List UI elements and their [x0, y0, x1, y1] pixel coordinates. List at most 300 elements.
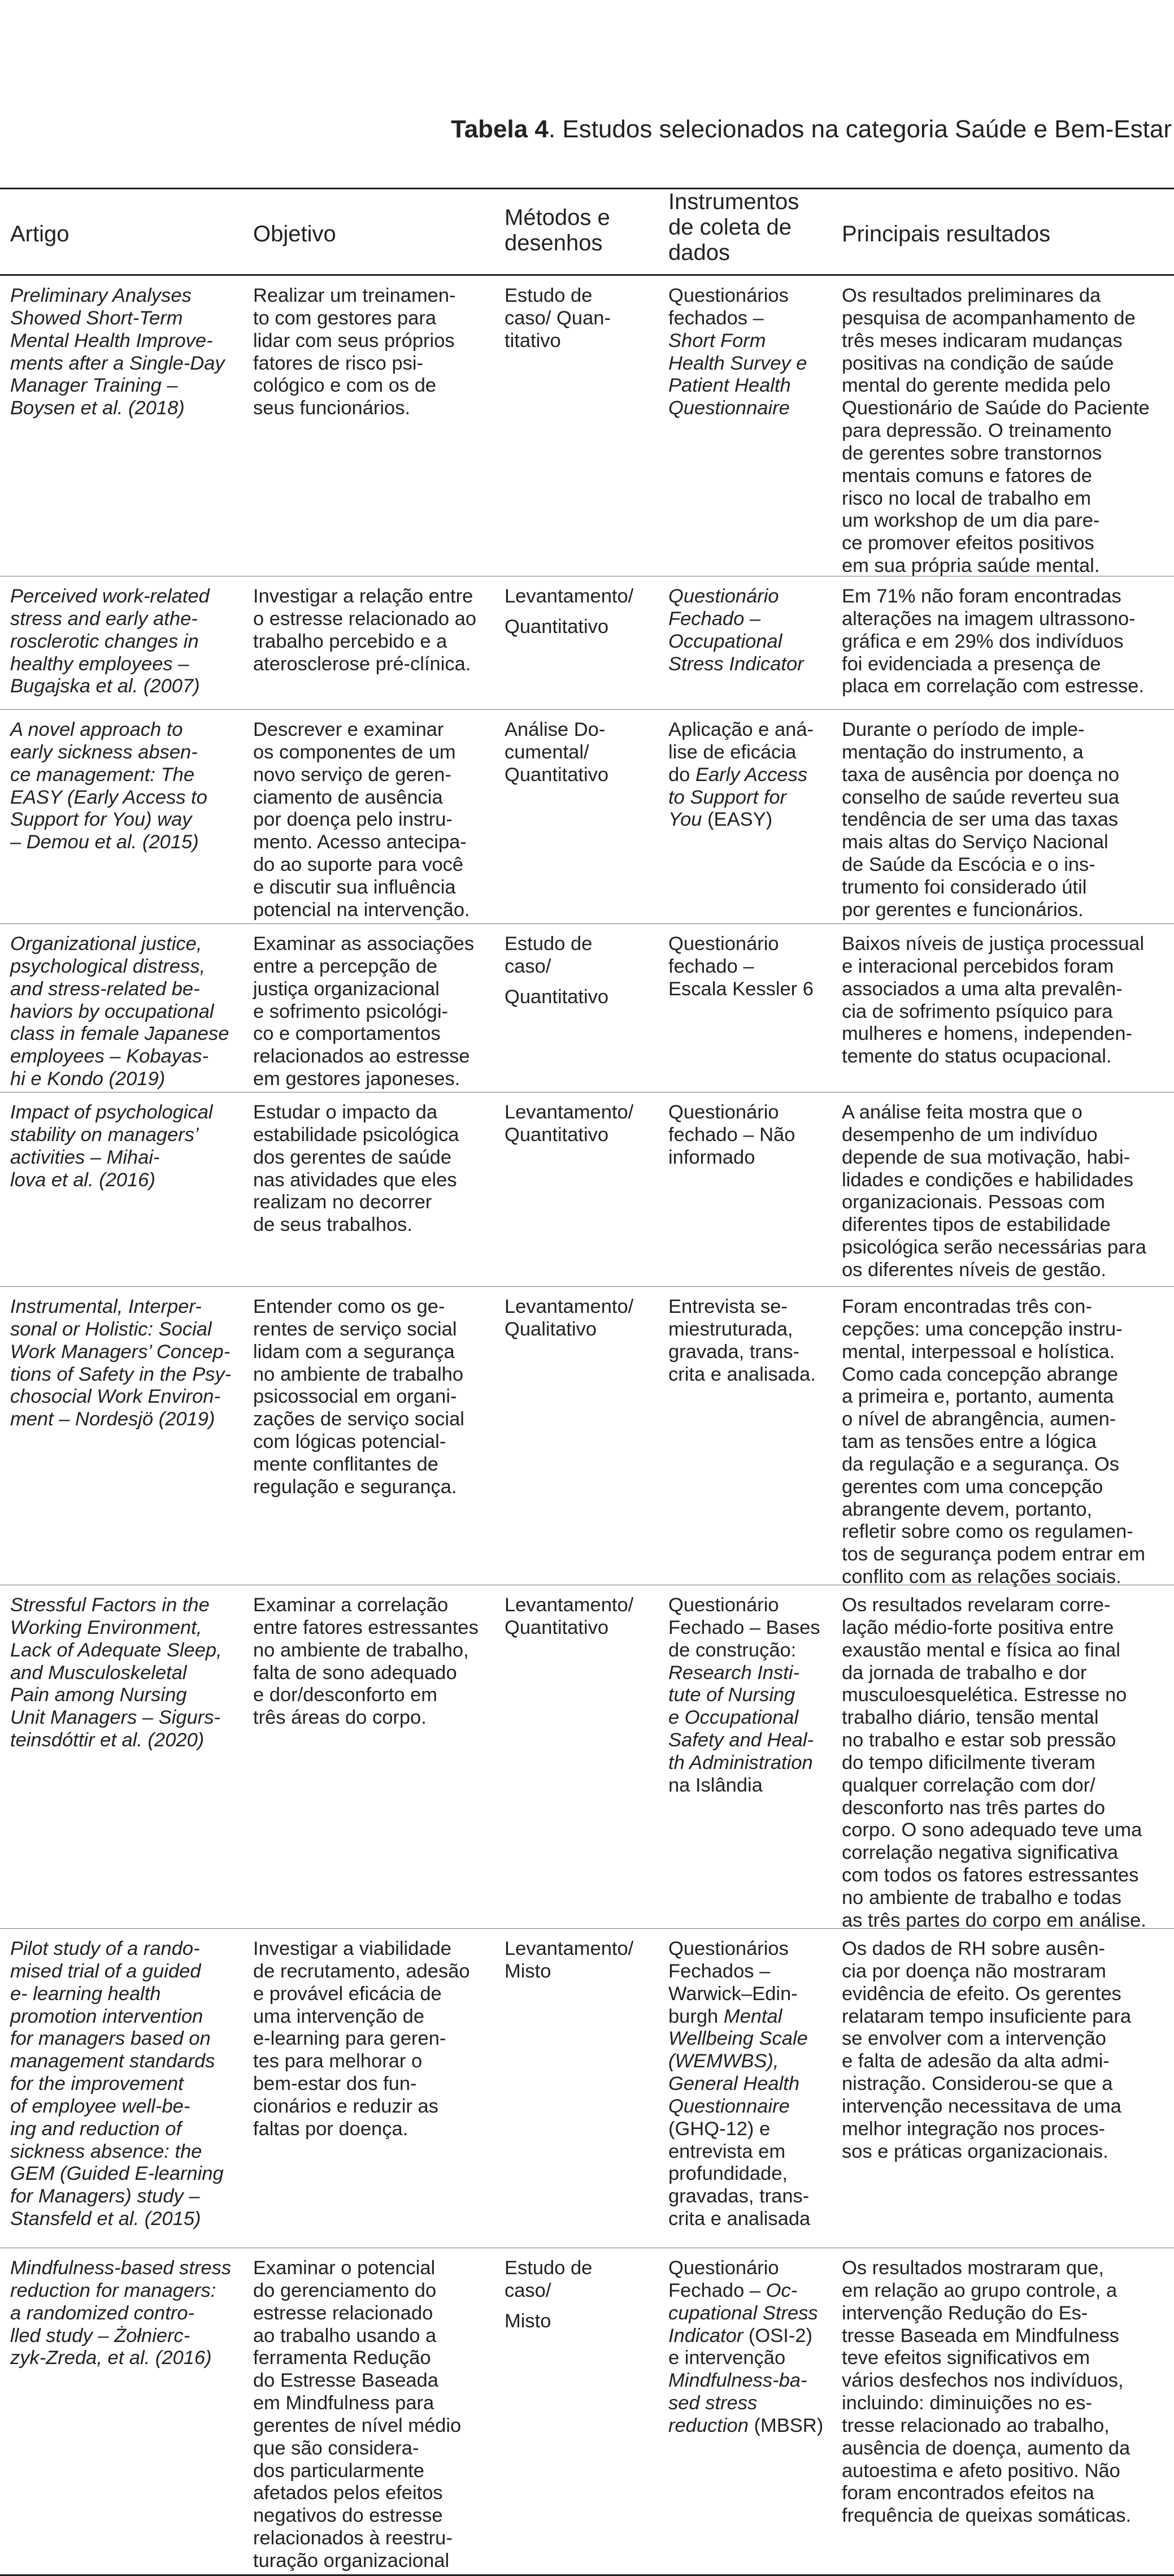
cell-line: th Administration: [668, 1751, 813, 1773]
cell-line: aterosclerose pré-clínica.: [253, 653, 471, 675]
cell-line: tions of Safety in the Psy-: [10, 1363, 232, 1385]
cell-line: lidam com a segurança: [253, 1341, 455, 1363]
cell-line: mente conflitantes de: [253, 1453, 438, 1475]
header-objetivo: Objetivo: [253, 222, 336, 246]
cell-line: para depressão. O treinamento: [842, 420, 1112, 442]
cell-line: sed stress: [668, 2392, 758, 2414]
cell-line: regulação e segurança.: [253, 1476, 457, 1498]
cell-line: em gestores japoneses.: [253, 1068, 460, 1090]
cell-line: Realizar um treinamen-: [253, 285, 456, 306]
cell-line: Working Environment,: [10, 1616, 202, 1638]
header-instrumentos-line: Instrumentos: [668, 189, 799, 214]
cell-instrumentos: [668, 719, 829, 831]
cell-line: Mental Health Improve-: [10, 329, 213, 352]
cell-line: positivas na condição de saúde: [842, 352, 1114, 374]
cell-line: Em 71% não foram encontradas: [842, 586, 1121, 607]
cell-line: faltas por doença.: [253, 2118, 408, 2140]
cell-line: Análise Do-: [505, 719, 606, 740]
cell-line: Escala Kessler 6: [668, 978, 814, 1000]
cell-line: realizam no decorrer: [253, 1191, 432, 1213]
cell-line: um workshop de um dia pare-: [842, 510, 1100, 532]
cell-line: rentes de serviço social: [253, 1318, 457, 1340]
cell-instrumentos: [668, 1101, 829, 1169]
cell-line: A novel approach to: [10, 719, 183, 740]
cell-line: e-learning para geren-: [253, 2028, 446, 2050]
cell-objetivo: [253, 1594, 490, 1729]
cell-line: gerentes com uma concepção: [842, 1476, 1103, 1498]
cell-line: por doença pelo instru-: [253, 809, 453, 831]
cell-line: Showed Short-Term: [10, 307, 183, 329]
cell-line: e sofrimento psicológi-: [253, 1000, 449, 1022]
cell-line: cia de sofrimento psíquico para: [842, 1000, 1113, 1022]
cell-line: to com gestores para: [253, 307, 437, 329]
cell-line: no ambiente de trabalho,: [253, 1639, 469, 1661]
cell-line: Fechado – Bases: [668, 1616, 820, 1638]
cell-line: promotion intervention: [10, 2005, 203, 2027]
table-caption-text: . Estudos selecionados na categoria Saúde e Bem-Estar: [548, 115, 1172, 143]
cell-objetivo: [253, 2257, 490, 2573]
cell-line: teve efeitos significativos em: [842, 2347, 1090, 2369]
cell-line: na Islândia: [668, 1774, 763, 1796]
cell-artigo: [10, 1101, 247, 1191]
cell-line: chosocial Work Environ-: [10, 1386, 220, 1408]
cell-line: intervenção Redução do Es-: [842, 2302, 1088, 2324]
cell-line: Estudo de: [505, 285, 593, 306]
cell-artigo: [10, 1594, 247, 1752]
cell-line: de gerentes sobre transtornos: [842, 442, 1102, 464]
cell-line: Questionnaire: [668, 397, 790, 419]
cell-line: temente do status ocupacional.: [842, 1046, 1112, 1068]
cell-line: Questionnaire: [668, 2095, 790, 2117]
cell-line: gravada, trans-: [668, 1341, 800, 1363]
cell-line: justiça organizacional: [253, 978, 440, 1000]
cell-line: Occupational: [668, 630, 782, 652]
cell-line: Research Insti-: [668, 1662, 799, 1684]
cell-resultados: [842, 933, 1172, 1068]
cell-line: activities – Mihai-: [10, 1146, 160, 1168]
cell-line: psicológica serão necessárias para: [842, 1237, 1146, 1259]
cell-line: mentais comuns e fatores de: [842, 465, 1092, 487]
cell-line: três meses indicaram mudanças: [842, 329, 1123, 352]
cell-line: cepções: uma concepção instru-: [842, 1318, 1123, 1340]
cell-instrumentos: [668, 1938, 829, 2231]
cell-line: o nível de abrangência, aumen-: [842, 1408, 1116, 1430]
cell-line: cionários e reduzir as: [253, 2095, 438, 2117]
cell-line: conselho de saúde reverteu sua: [842, 786, 1120, 808]
cell-line: tam as tensões entre a lógica: [842, 1431, 1097, 1453]
cell-line: ce management: The: [10, 764, 195, 786]
cell-line: ments after a Single-Day: [10, 352, 225, 374]
cell-line: e provável eficácia de: [253, 1983, 442, 2005]
cell-line: tresse relacionado ao trabalho,: [842, 2414, 1110, 2436]
cell-resultados: [842, 586, 1172, 698]
cell-line: exaustão mental e física ao final: [842, 1639, 1120, 1661]
cell-line: de Saúde da Escócia e o ins-: [842, 854, 1095, 876]
cell-line: placa em correlação com estresse.: [842, 675, 1144, 697]
cell-line: dos particularmente: [253, 2460, 424, 2482]
cell-line: Pilot study of a rando-: [10, 1938, 200, 1959]
cell-line: burgh Mental: [668, 2005, 782, 2027]
header-metodos-line: Métodos e: [505, 205, 610, 230]
cell-line: caso/: [505, 955, 551, 977]
cell-line: for managers based on: [10, 2028, 211, 2050]
cell-line: desconforto nas três partes do: [842, 1797, 1106, 1819]
cell-line: conflito com as relações sociais.: [842, 1566, 1121, 1588]
cell-line: Stress Indicator: [668, 653, 804, 675]
cell-objetivo: [253, 719, 490, 922]
cell-artigo: [10, 933, 247, 1091]
header-metodos-line: desenhos: [505, 231, 603, 256]
cell-line: (GHQ-12) e: [668, 2118, 771, 2140]
cell-line: risco no local de trabalho em: [842, 487, 1092, 509]
table-caption: [451, 115, 1172, 145]
cell-metodos: [505, 1938, 663, 1983]
cell-line: Health Survey e: [668, 352, 807, 374]
cell-line: crita e analisada: [668, 2208, 811, 2230]
cell-line: com todos os fatores estressantes: [842, 1864, 1139, 1887]
cell-line: Levantamento/: [505, 1594, 634, 1616]
cell-line: potencial na intervenção.: [253, 899, 470, 921]
cell-line: for the improvement: [10, 2073, 184, 2095]
cell-line: fechados –: [668, 307, 764, 329]
cell-line: Questionário: [668, 1594, 779, 1616]
table-header: [0, 189, 1174, 276]
cell-objetivo: [253, 933, 490, 1091]
cell-line: e- learning health: [10, 1983, 161, 2005]
cell-line: Lack of Adequate Sleep,: [10, 1639, 222, 1661]
cell-line: psicossocial em organi-: [253, 1386, 457, 1408]
cell-line: taxa de ausência por doença no: [842, 764, 1120, 786]
cell-line: A análise feita mostra que o: [842, 1101, 1082, 1123]
cell-line: evidência de efeito. Os gerentes: [842, 1983, 1121, 2005]
cell-metodos: [505, 1101, 663, 1147]
table-row: [0, 576, 1174, 710]
cell-line: Examinar as associações: [253, 933, 475, 955]
cell-line: Examinar o potencial: [253, 2257, 436, 2279]
cell-line: crita e analisada.: [668, 1363, 816, 1385]
cell-line: o estresse relacionado ao: [253, 608, 477, 630]
cell-line: e interacional percebidos foram: [842, 955, 1114, 977]
cell-line: healthy employees –: [10, 653, 189, 675]
cell-line: a primeira e, portanto, aumenta: [842, 1386, 1114, 1408]
cell-line: class in female Japanese: [10, 1023, 229, 1045]
cell-resultados: [842, 1938, 1172, 2163]
cell-line: Questionário: [668, 2257, 779, 2279]
cell-line: Levantamento/: [505, 1938, 634, 1959]
cell-line: Impact of psychological: [10, 1101, 213, 1123]
cell-line: Preliminary Analyses: [10, 285, 192, 306]
cell-line: nistração. Considerou-se que a: [842, 2073, 1113, 2095]
cell-resultados: [842, 719, 1172, 922]
cell-metodos: [505, 1296, 663, 1341]
cell-line: profundidade,: [668, 2163, 788, 2185]
cell-line: informado: [668, 1146, 755, 1168]
cell-line: Estudo de: [505, 2257, 593, 2279]
cell-line: do Early Access: [668, 764, 808, 786]
cell-line: as três partes do corpo em análise.: [842, 1909, 1146, 1931]
cell-line: Investigar a relação entre: [253, 586, 473, 607]
cell-line: por gerentes e funcionários.: [842, 899, 1084, 921]
cell-line: Quantitativo: [505, 615, 609, 638]
cell-line: Questionários: [668, 285, 789, 306]
table-body: [0, 276, 1174, 2576]
cell-line: fechado – Não: [668, 1124, 795, 1146]
cell-line: em sua própria saúde mental.: [842, 555, 1100, 577]
cell-line: psychological distress,: [10, 955, 206, 977]
cell-instrumentos: [668, 1594, 829, 1797]
cell-line: fatores de risco psi-: [253, 352, 424, 374]
cell-line: a randomized contro-: [10, 2302, 194, 2324]
cell-line: Questionário: [668, 586, 779, 607]
cell-line: of employee well-be-: [10, 2095, 190, 2117]
cell-line: três áreas do corpo.: [253, 1707, 427, 1729]
header-resultados: Principais resultados: [842, 222, 1051, 246]
cell-line: de construção:: [668, 1639, 797, 1661]
cell-line: Entender como os ge-: [253, 1296, 445, 1317]
cell-line: Os resultados mostraram que,: [842, 2257, 1105, 2279]
cell-line: GEM (Guided E-learning: [10, 2163, 224, 2185]
cell-line: – Demou et al. (2015): [10, 831, 199, 853]
cell-line: Support for You) way: [10, 809, 192, 831]
cell-line: Wellbeing Scale: [668, 2028, 808, 2050]
cell-line: no ambiente de trabalho: [253, 1363, 464, 1385]
cell-line: sonal or Holistic: Social: [10, 1318, 212, 1340]
cell-line: autoestima e afeto positivo. Não: [842, 2460, 1120, 2482]
cell-metodos: [505, 285, 663, 353]
cell-line: sickness absence: the: [10, 2140, 202, 2162]
cell-resultados: [842, 2257, 1172, 2527]
cell-line: mised trial of a guided: [10, 1960, 201, 1982]
cell-line: management standards: [10, 2050, 215, 2072]
cell-line: da regulação e a segurança. Os: [842, 1453, 1119, 1475]
cell-artigo: [10, 1296, 247, 1431]
cell-line: associados a uma alta prevalên-: [842, 978, 1123, 1000]
cell-line: cumental/: [505, 741, 589, 763]
cell-line: early sickness absen-: [10, 741, 198, 763]
cell-objetivo: [253, 586, 490, 675]
cell-line: mental, interpessoal e holística.: [842, 1341, 1115, 1363]
cell-line: tendência de ser uma das taxas: [842, 809, 1119, 831]
header-metodos: [505, 205, 610, 256]
cell-line: ment – Nordesjö (2019): [10, 1408, 215, 1430]
cell-metodos: [505, 1594, 663, 1640]
cell-resultados: [842, 1101, 1172, 1282]
cell-line: Bugajska et al. (2007): [10, 675, 200, 697]
cell-line: dos gerentes de saúde: [253, 1146, 452, 1168]
cell-line: Pain among Nursing: [10, 1684, 187, 1706]
cell-resultados: [842, 1296, 1172, 1589]
cell-line: e discutir sua influência: [253, 876, 456, 898]
cell-line: desempenho de um indivíduo: [842, 1124, 1098, 1146]
cell-line: mulheres e homens, independen-: [842, 1023, 1132, 1045]
cell-line: reduction for managers:: [10, 2279, 216, 2301]
cell-line: ao trabalho usando a: [253, 2325, 437, 2347]
cell-line: cia por doença não mostraram: [842, 1960, 1106, 1982]
cell-line: entrevista em: [668, 2140, 786, 2162]
cell-line: lação médio-forte positiva entre: [842, 1616, 1114, 1638]
cell-line: caso/: [505, 2279, 551, 2301]
cell-line: entre fatores estressantes: [253, 1616, 479, 1638]
cell-line: Mindfulness-based stress: [10, 2257, 232, 2279]
cell-resultados: [842, 1594, 1172, 1932]
cell-line: estabilidade psicológica: [253, 1124, 459, 1146]
cell-line: co e comportamentos: [253, 1023, 441, 1045]
cell-line: do tempo dificilmente tiveram: [842, 1751, 1095, 1773]
cell-line: negativos do estresse: [253, 2505, 443, 2527]
cell-line: Safety and Heal-: [668, 1729, 814, 1751]
cell-line: trabalho percebido e a: [253, 630, 447, 652]
cell-line: caso/ Quan-: [505, 307, 611, 329]
cell-line: melhor integração nos proces-: [842, 2118, 1105, 2140]
cell-line: Descrever e examinar: [253, 719, 444, 740]
cell-instrumentos: [668, 285, 829, 420]
cell-line: Manager Training –: [10, 375, 178, 397]
cell-line: teinsdóttir et al. (2020): [10, 1729, 205, 1751]
cell-line: abrangente devem, portanto,: [842, 1498, 1093, 1520]
cell-line: e falta de adesão da alta admi-: [842, 2050, 1110, 2072]
cell-metodos: [505, 586, 663, 639]
cell-line: frequência de queixas somáticas.: [842, 2505, 1132, 2527]
cell-line: os diferentes níveis de gestão.: [842, 1259, 1106, 1281]
cell-instrumentos: [668, 586, 829, 675]
cell-line: Aplicação e aná-: [668, 719, 814, 740]
cell-line: Levantamento/: [505, 1296, 634, 1317]
cell-line: qualquer correlação com dor/: [842, 1774, 1095, 1796]
cell-line: ferramenta Redução: [253, 2347, 431, 2369]
cell-line: mais altas do Serviço Nacional: [842, 831, 1108, 853]
cell-line: zações de serviço social: [253, 1408, 464, 1430]
cell-line: trabalho diário, tensão mental: [842, 1707, 1099, 1729]
cell-line: stability on managers’: [10, 1124, 199, 1146]
cell-line: for Managers) study –: [10, 2185, 200, 2208]
cell-line: lise de eficácia: [668, 741, 797, 763]
cell-line: da jornada de trabalho e dor: [842, 1662, 1087, 1684]
cell-line: em relação ao grupo controle, a: [842, 2279, 1118, 2301]
table-row: [0, 2248, 1174, 2576]
cell-line: ing and reduction of: [10, 2118, 182, 2140]
cell-line: Estudar o impacto da: [253, 1101, 438, 1123]
cell-line: Investigar a viabilidade: [253, 1938, 451, 1959]
cell-line: tos de segurança podem entrar em: [842, 1543, 1145, 1565]
table-row: [0, 1585, 1174, 1929]
cell-line: musculoesquelética. Estresse no: [842, 1684, 1127, 1706]
cell-line: cupational Stress: [668, 2302, 818, 2324]
cell-line: do Estresse Baseada: [253, 2370, 438, 2392]
cell-line: Indicator (OSI-2): [668, 2325, 812, 2347]
cell-line: relacionados ao estresse: [253, 1046, 470, 1068]
header-instrumentos-line: de coleta de: [668, 215, 792, 240]
header-artigo: Artigo: [10, 222, 69, 246]
cell-objetivo: [253, 1101, 490, 1237]
cell-line: Fechados –: [668, 1960, 771, 1982]
table-row: [0, 1929, 1174, 2248]
cell-line: Durante o período de imple-: [842, 719, 1085, 740]
cell-line: ciamento de ausência: [253, 786, 443, 808]
cell-line: ce promover efeitos positivos: [842, 532, 1094, 554]
cell-line: nas atividades que eles: [253, 1169, 457, 1191]
cell-line: Mindfulness-ba-: [668, 2370, 807, 2392]
cell-line: titativo: [505, 329, 561, 352]
cell-line: EASY (Early Access to: [10, 786, 207, 808]
cell-metodos: [505, 2257, 663, 2333]
cell-line: em Mindfulness para: [253, 2392, 434, 2414]
cell-objetivo: [253, 285, 490, 420]
cell-line: zyk-Zreda, et al. (2016): [10, 2347, 212, 2369]
cell-line: Qualitativo: [505, 1318, 597, 1340]
cell-artigo: [10, 1938, 247, 2231]
cell-line: e intervenção: [668, 2347, 786, 2369]
cell-line: Entrevista se-: [668, 1296, 788, 1317]
cell-line: Examinar a correlação: [253, 1594, 449, 1616]
cell-resultados: [842, 285, 1172, 578]
cell-line: Questionário: [668, 1101, 779, 1123]
cell-line: Foram encontradas três con-: [842, 1296, 1092, 1317]
cell-line: foram encontrados efeitos na: [842, 2482, 1094, 2504]
cell-line: miestruturada,: [668, 1318, 793, 1340]
cell-line: reduction (MBSR): [668, 2414, 824, 2436]
cell-line: organizacionais. Pessoas com: [842, 1191, 1105, 1213]
table-row: [0, 1287, 1174, 1588]
cell-artigo: [10, 719, 247, 854]
cell-line: do ao suporte para você: [253, 854, 464, 876]
cell-line: lidades e condições e habilidades: [842, 1169, 1133, 1191]
cell-line: uma intervenção de: [253, 2005, 425, 2027]
cell-line: trumento foi considerado útil: [842, 876, 1087, 898]
cell-line: gráfica e em 29% dos indivíduos: [842, 630, 1124, 652]
cell-line: sos e práticas organizacionais.: [842, 2140, 1108, 2162]
table-row: [0, 710, 1174, 924]
cell-line: no trabalho e estar sob pressão: [842, 1729, 1116, 1751]
cell-line: vários desfechos nos indivíduos,: [842, 2370, 1124, 2392]
cell-line: Os resultados preliminares da: [842, 285, 1101, 306]
cell-line: You (EASY): [668, 809, 773, 831]
cell-line: Quantitativo: [505, 764, 609, 786]
cell-line: and Musculoskeletal: [10, 1662, 187, 1684]
cell-line: os componentes de um: [253, 741, 456, 763]
cell-line: Estudo de: [505, 933, 593, 955]
cell-line: Short Form: [668, 329, 766, 352]
cell-line: do gerenciamento do: [253, 2279, 437, 2301]
header-instrumentos-line: dados: [668, 240, 730, 266]
cell-line: lova et al. (2016): [10, 1169, 155, 1191]
cell-line: Unit Managers – Sigurs-: [10, 1707, 220, 1729]
cell-line: diferentes tipos de estabilidade: [842, 1214, 1111, 1236]
cell-line: relacionados à reestru-: [253, 2527, 453, 2549]
cell-line: no ambiente de trabalho e todas: [842, 1887, 1121, 1909]
cell-line: Os resultados revelaram corre-: [842, 1594, 1111, 1616]
cell-line: Quantitativo: [505, 986, 609, 1008]
studies-table: [0, 188, 1174, 2576]
cell-line: lidar com seus próprios: [253, 329, 455, 352]
cell-line: Quantitativo: [505, 1124, 609, 1146]
table-row: [0, 924, 1174, 1092]
cell-line: Levantamento/: [505, 586, 634, 607]
cell-artigo: [10, 2257, 247, 2370]
cell-line: Levantamento/: [505, 1101, 634, 1123]
cell-line: se envolver com a intervenção: [842, 2028, 1106, 2050]
cell-line: cológico e com os de: [253, 375, 437, 397]
cell-line: General Health: [668, 2073, 800, 2095]
cell-line: ausência de doença, aumento da: [842, 2437, 1130, 2459]
cell-line: incluindo: diminuições no es-: [842, 2392, 1092, 2414]
cell-line: correlação negativa significativa: [842, 1842, 1119, 1864]
cell-line: Como cada concepção abrange: [842, 1363, 1119, 1385]
cell-line: Fechado –: [668, 608, 761, 630]
cell-line: foi evidenciada a presença de: [842, 653, 1101, 675]
table-caption-label: Tabela 4: [451, 115, 549, 143]
cell-line: bem-estar dos fun-: [253, 2073, 417, 2095]
cell-instrumentos: [668, 1296, 829, 1386]
